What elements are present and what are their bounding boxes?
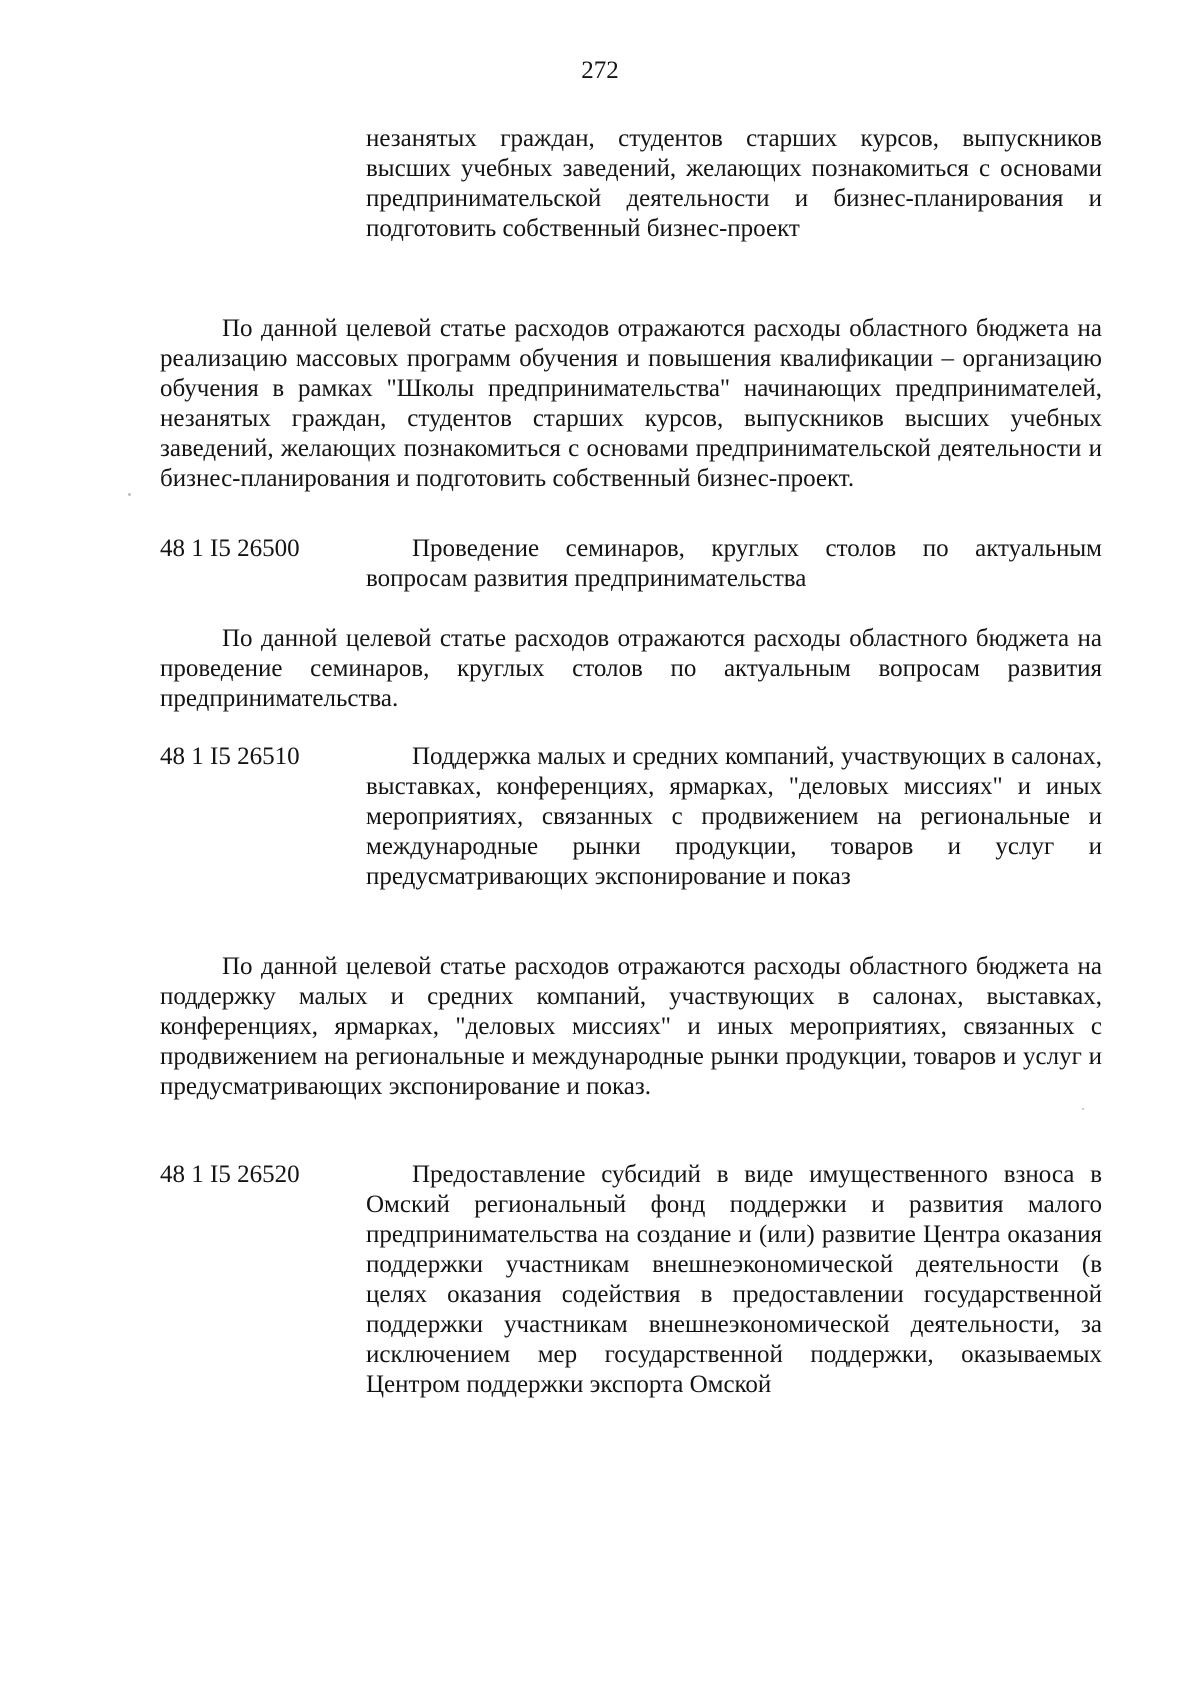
entry-title-26500: Проведение семинаров, круглых столов по актуальным вопросам развития предпринимательства (366, 535, 1102, 592)
entry-title-26510: Поддержка малых и средних компаний, участвующих в салонах, выставках, конференциях, ярмарках, "деловых миссиях" и иных мероприятиях, связанных с продвижением на региональные и международные рынки продукции, товаров и услуг и предусматривающих экспонирование и показ (366, 743, 1102, 890)
entry-code-26520: 48 1 I5 26520 (160, 1161, 300, 1188)
entry-description-26510: По данной целевой статье расходов отражаются расходы областного бюджета на поддержку малых и средних компаний, участвующих в салонах, выставках, конференциях, ярмарках, "деловых миссиях" и иных мероприятиях, связанных с продвижением на региональные и международные рынки продукции, товаров и услуг и предусматривающих экспонирование и показ. (160, 953, 1102, 1100)
entry-code-26510: 48 1 I5 26510 (160, 743, 300, 770)
entry-description-intro: По данной целевой статье расходов отражаются расходы областного бюджета на реализацию массовых программ обучения и повышения квалификации – организацию обучения в рамках "Школы предпринимательства" начинающих предпринимателей, незанятых граждан, студентов старших курсов, выпускников высших учебных заведений, желающих познакомиться с основами предпринимательской деятельности и бизнес-планирования и подготовить собственный бизнес-проект. (160, 315, 1102, 492)
entry-description-26500: По данной целевой статье расходов отражаются расходы областного бюджета на проведение семинаров, круглых столов по актуальным вопросам развития предпринимательства. (160, 625, 1102, 712)
entry-title-26520: Предоставление субсидий в виде имущественного взноса в Омский региональный фонд поддержки и развития малого предпринимательства на создание и (или) развитие Центра оказания поддержки участникам внешнеэкономической деятельности (в целях оказания содействия в предоставлении государственной поддержки участникам внешнеэкономической деятельности, за исключением мер государственной поддержки, оказываемых Центром поддержки экспорта Омской (366, 1161, 1102, 1398)
entry-code-26500: 48 1 I5 26500 (160, 535, 300, 562)
page-number: 272 (581, 57, 619, 84)
continued-entry-title: незанятых граждан, студентов старших курсов, выпускников высших учебных заведений, желающих познакомиться с основами предпринимательской деятельности и бизнес-планирования и подготовить собственный бизнес-проект (366, 125, 1102, 242)
scan-speck (1082, 1108, 1084, 1110)
scan-speck (128, 493, 131, 496)
